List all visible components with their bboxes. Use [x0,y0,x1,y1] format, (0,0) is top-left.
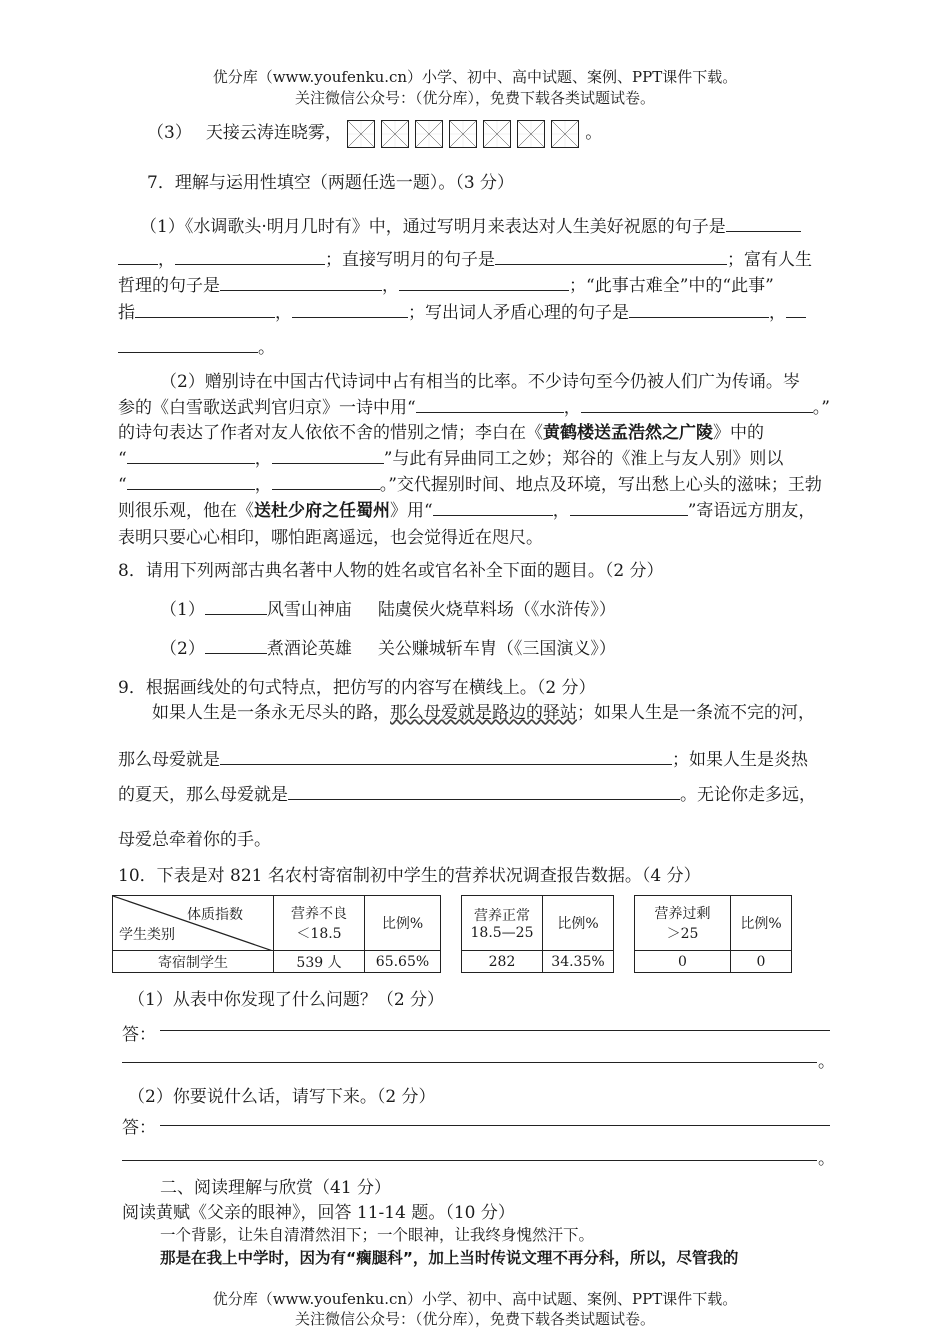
q9-text: 。无论你走多远， [680,785,816,805]
table-cell: 282 [462,951,543,973]
answer-line[interactable] [160,1030,830,1031]
q8-item1-number: （1） [160,600,205,620]
blank[interactable] [433,500,553,516]
header-cell [635,896,731,951]
blank[interactable] [495,249,727,265]
q7-p2-line4 [118,444,783,469]
q7-title: 7．理解与运用性填空（两题任选一题）。（3 分） [147,173,515,193]
header-cell: 比例% [365,896,441,951]
q7-p1-line1 [140,212,801,237]
q7-p2-line1: （2）赠别诗在中国古代诗词中占有相当的比率。不少诗句至今仍被人们广为传诵。岑 [160,372,800,392]
q8-item1-text: 陆虞侯火烧草料场（《水浒传》） [377,600,616,620]
reading-paragraph-2: 那是在我上中学时，因为有“瘸腿科”，加上当时传说文理不再分科，所以，尽管我的 [160,1249,739,1267]
q7-p1-text: ， [275,303,292,323]
table-cell: 34.35% [543,951,614,973]
q8-item2-text: 关公赚城斩车胄（《三国演义》） [377,639,616,659]
header-text: ＞25 [666,926,699,942]
blank[interactable] [127,448,255,464]
q10-sub2: （2）你要说什么话，请写下来。（2 分） [128,1087,436,1107]
q7-p1-text: ；写出词人矛盾心理的句子是 [408,303,629,323]
blank[interactable] [118,249,158,265]
blank[interactable] [118,337,258,353]
gap-cell [441,951,462,973]
q8-item1 [160,595,616,620]
diag-bottom-label: 学生类别 [119,927,175,943]
q7-p2-text: ， [563,398,581,418]
q9-text: ；如果人生是一条流不完的河， [577,703,815,723]
q7-p2-text: “ [118,475,127,495]
header-cell [462,896,543,951]
poem-title-bold: 送杜少府之任蜀州 [254,501,390,521]
q7-p1-line2 [118,245,812,270]
q9-title: 9．根据画线处的句式特点，把仿写的内容写在横线上。（2 分） [118,678,596,698]
header-text: 18.5—25 [470,925,534,941]
diag-top-label: 体质指数 [187,907,243,923]
q7-p2-text: 则很乐观，他在《 [118,501,254,521]
q10-answer1-label: 答： [122,1025,156,1045]
q9-line1 [152,698,815,723]
q7-p1-text: ， [158,250,175,270]
q9-text: 那么母爱就是 [118,750,220,770]
answer-grid[interactable] [347,123,585,143]
q9-line3 [118,780,816,805]
q7-p2-text: 的诗句表达了作者对友人依依不舍的惜别之情；李白在《 [118,423,543,443]
blank[interactable] [220,275,382,291]
watermark-header-line2: 关注微信公众号：（优分库），免费下载各类试题试卷。 [294,89,655,107]
blank[interactable] [205,599,267,615]
blank[interactable] [726,216,801,232]
q7-p2-line3 [118,418,764,443]
blank[interactable] [135,302,275,318]
q7-p2-text: 。” [812,398,830,418]
blank[interactable] [786,302,806,318]
row-label: 寄宿制学生 [113,951,274,973]
blank[interactable] [581,397,813,413]
header-text: 营养不良 [291,906,347,922]
q7-p1-text: ；直接写明月的句子是 [325,250,495,270]
reading-paragraph-1: 一个背影，让朱自清潸然泪下；一个眼神，让我终身愧然汗下。 [160,1226,595,1244]
q8-item2-text: 煮酒论英雄 [266,639,352,659]
section2-title: 二、阅读理解与欣赏（41 分） [160,1178,392,1198]
table-cell: 0 [731,951,792,973]
q7-p1-text: 指 [118,303,135,323]
q8-title: 8．请用下列两部古典名著中人物的姓名或官名补全下面的题目。（2 分） [118,561,664,581]
q7-p1-text: 哲理的句子是 [118,276,220,296]
blank[interactable] [288,784,680,800]
q7-p1-line3 [118,271,774,296]
q7-p2-text: 》用“ [390,501,433,521]
nutrition-survey-table [112,895,792,973]
q7-p2-text: 。”交代握别时间、地点及环境，写出愁上心头的滋味；王勃 [379,475,822,495]
header-text: ＜18.5 [296,926,342,942]
q6-item3 [147,118,602,148]
table-diagonal-header [113,896,274,951]
q7-p1-text: ， [382,276,399,296]
q8-item1-text: 风雪山神庙 [266,600,352,620]
q7-p2-line2 [118,393,830,418]
q10-answer2-end: 。 [818,1149,835,1169]
q10-sub1: （1）从表中你发现了什么问题？（2 分） [128,990,445,1010]
gap-cell [614,951,635,973]
q7-p2-line6 [118,496,815,521]
q7-p1-text: ；“此事古难全”中的“此事” [569,276,774,296]
q8-item2-number: （2） [160,639,205,659]
watermark-header-line1: 优分库（www.youfenku.cn）小学、初中、高中试题、案例、PPT课件下载。 [212,68,738,86]
q7-p2-text: ”与此有异曲同工之妙；郑谷的《淮上与友人别》则以 [383,449,784,469]
blank[interactable] [127,474,255,490]
q7-p2-text: ， [552,501,570,521]
q9-text: ；如果人生是炎热 [672,750,808,770]
q9-line2 [118,745,808,770]
q10-answer2-label: 答： [122,1118,156,1138]
table-cell: 539 人 [274,951,365,973]
watermark-footer-line1: 优分库（www.youfenku.cn）小学、初中、高中试题、案例、PPT课件下载。 [212,1290,738,1308]
blank[interactable] [205,638,267,654]
q6-item3-text: 天接云涛连晓雾， [205,123,342,143]
q7-p2-line7: 表明只要心心相印，哪怕距离遥远，也会觉得近在咫尺。 [118,528,543,548]
q7-p2-text: “ [118,449,127,469]
answer-line[interactable] [160,1125,830,1126]
q7-p1-text: ， [769,303,786,323]
table-cell: 0 [635,951,731,973]
q9-underlined-example: 那么母爱就是路边的驿站 [390,703,577,723]
q7-p2-text: 参的《白雪歌送武判官归京》一诗中用“ [118,398,416,418]
watermark-footer-line2: 关注微信公众号：（优分库），免费下载各类试题试卷。 [294,1310,655,1328]
q9-text: 的夏天，那么母爱就是 [118,785,288,805]
blank[interactable] [272,474,380,490]
header-text: 营养正常 [474,908,530,924]
blank[interactable] [629,302,769,318]
q7-p1-text: 。 [258,338,275,358]
blank[interactable] [292,302,408,318]
answer-line[interactable] [122,1160,817,1161]
gap-cell [614,896,635,951]
q6-item3-end: 。 [585,123,603,143]
blank[interactable] [220,749,672,765]
blank[interactable] [570,500,688,516]
q9-line4: 母爱总牵着你的手。 [118,830,271,850]
header-cell [274,896,365,951]
blank[interactable] [175,249,325,265]
q7-p1-text-a: （1）《水调歌头·明月几时有》中，通过写明月来表达对人生美好祝愿的句子是 [140,217,726,237]
header-cell: 比例% [731,896,792,951]
q7-p2-text: ， [254,475,272,495]
q7-p1-text: ；富有人生 [727,250,812,270]
q7-p2-text: ”寄语远方朋友， [687,501,816,521]
q8-item2 [160,634,616,659]
blank[interactable] [272,448,384,464]
gap-cell [441,896,462,951]
q9-text: 如果人生是一条永无尽头的路， [152,703,390,723]
blank[interactable] [416,397,564,413]
poem-title-bold: 黄鹤楼送孟浩然之广陵 [543,423,713,443]
answer-line[interactable] [122,1062,817,1063]
q6-item3-number: （3） [147,123,192,143]
section2-intro: 阅读黄赋《父亲的眼神》，回答 11-14 题。（10 分） [122,1203,515,1223]
q7-p1-line5 [118,333,275,358]
q7-p2-text: ， [254,449,272,469]
header-text: 营养过剩 [654,906,711,922]
q10-title: 10．下表是对 821 名农村寄宿制初中学生的营养状况调查报告数据。（4 分） [118,866,701,886]
q7-p1-line4 [118,298,806,323]
blank[interactable] [399,275,569,291]
q10-answer1-end: 。 [818,1052,835,1072]
q7-p2-text: 》中的 [713,423,764,443]
header-cell: 比例% [543,896,614,951]
table-cell: 65.65% [365,951,441,973]
q7-p2-line5 [118,470,822,495]
